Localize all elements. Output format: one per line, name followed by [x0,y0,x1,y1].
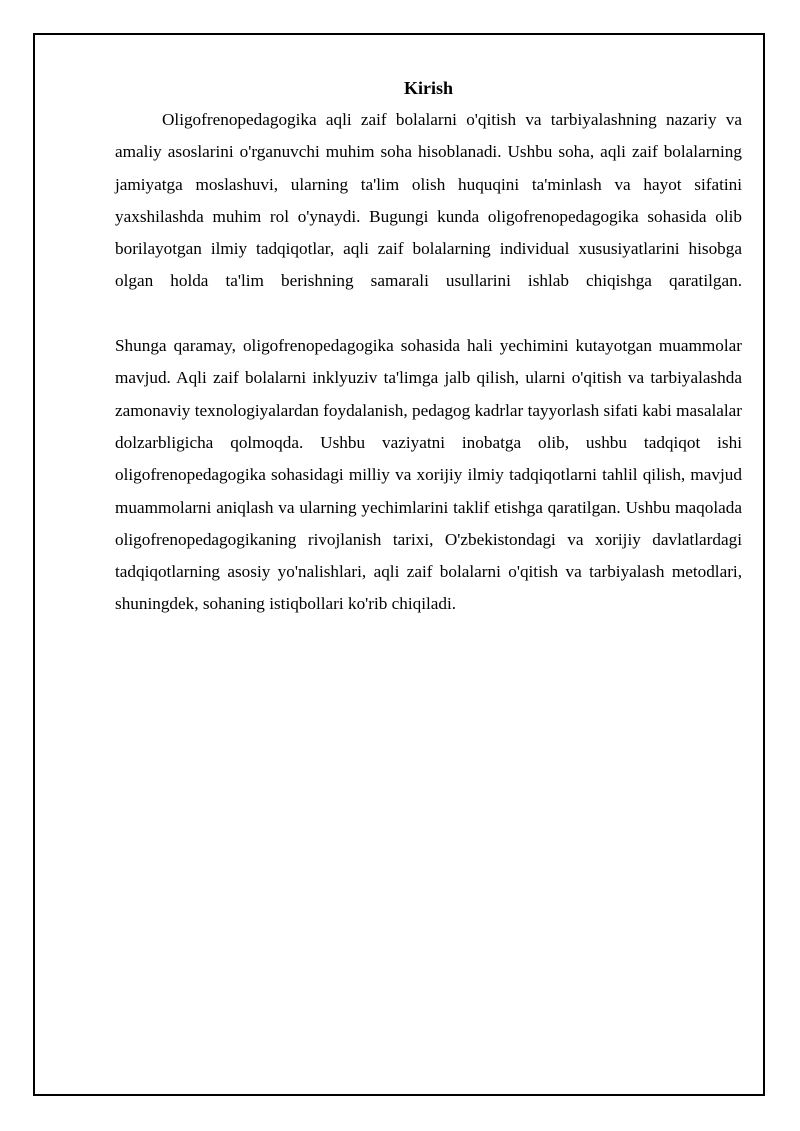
document-body [115,72,742,621]
section-heading: Kirish [403,78,453,98]
paragraph-problems: Shunga qaramay, oligofrenopedagogika sohasida hali yechimini kutayotgan muammolar mavjud. Aqli zaif bolalarni inklyuziv ta'limga jalb qilish, ularni o'qitish va tarbiyalashda zamonaviy texnologiyalardan foydalanish, pedagog kadrlar tayyorlash sifati kabi masalalar dolzarbligicha qolmoqda. Ushbu vaziyatni inobatga olib, ushbu tadqiqot ishi oligofrenopedagogika sohasidagi milliy va xorijiy ilmiy tadqiqotlarni tahlil qilish, mavjud muammolarni aniqlash va ularning yechimlarini taklif etishga qaratilgan. Ushbu maqolada oligofrenopedagogikaning rivojlanish tarixi, O'zbekistondagi va xorijiy davlatlardagi tadqiqotlarning asosiy yo'nalishlari, aqli zaif bolalarni o'qitish va tarbiyalash metodlari, shuningdek, sohaning istiqbollari ko'rib chiqiladi. [115,336,742,614]
paragraph-intro: Oligofrenopedagogika aqli zaif bolalarni o'qitish va tarbiyalashning nazariy va amaliy asoslarini o'rganuvchi muhim soha hisoblanadi. Ushbu soha, aqli zaif bolalarning jamiyatga moslashuvi, ularning ta'lim olish huquqini ta'minlash va hayot sifatini yaxshilashda muhim rol o'ynaydi. Bugungi kunda oligofrenopedagogika sohasida olib borilayotgan ilmiy tadqiqotlar, aqli zaif bolalarning individual xususiyatlarini hisobga olgan holda ta'lim berishning samarali usullarini ishlab chiqishga qaratilgan. [115,110,742,291]
paragraph-gap [115,298,742,330]
